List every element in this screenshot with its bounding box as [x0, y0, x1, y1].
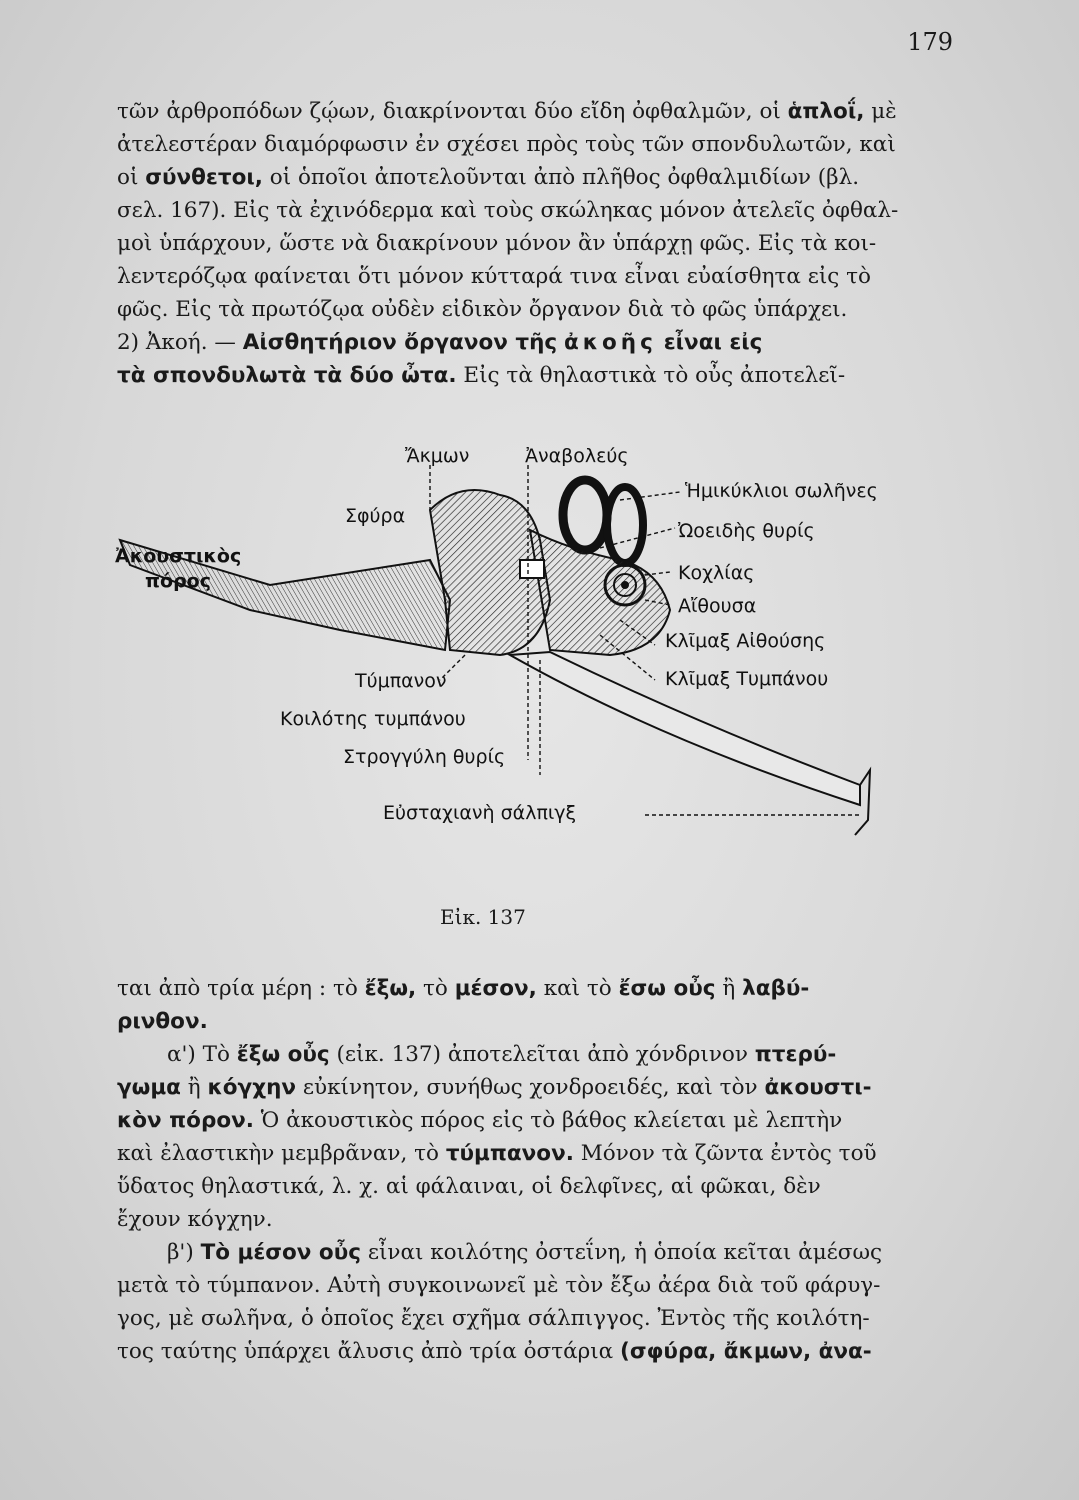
figure-caption: Εἰκ. 137 [440, 905, 526, 929]
semicircular-canal-shape [607, 487, 643, 563]
label-tympanon: Τύμπανον [355, 670, 447, 692]
text-line: σελ. 167). Εἰς τὰ ἐχινόδερμα καὶ τοὺς σκώληκας μόνον ἀτελεῖς ὀφθαλ- [117, 198, 899, 223]
text-line: φῶς. Εἰς τὰ πρωτόζῳα οὐδὲν εἰδικὸν ὄργανον διὰ τὸ φῶς ὑπάρχει. [117, 297, 848, 322]
text-line: τὰ σπονδυλωτὰ τὰ δύο ὦτα. Εἰς τὰ θηλαστικὰ τὸ οὖς ἀποτελεῖ- [117, 363, 846, 388]
label-aithousa: Αἴθουσα [678, 595, 757, 617]
label-round-window: Στρογγύλη θυρίς [343, 746, 506, 768]
text-line: α') Τὸ ἔξω οὖς (εἰκ. 137) ἀποτελεῖται ἀπὸ χόνδρινον πτερύ- [167, 1042, 837, 1067]
text-line: ἔχουν κόγχην. [117, 1207, 273, 1232]
label-klimax-tympanou: Κλῖμαξ Τυμπάνου [665, 668, 829, 690]
label-oval-window: Ὠοειδὴς θυρίς [678, 520, 815, 542]
label-eustachian-tube: Εὐσταχιανὴ σάλπιγξ [383, 802, 577, 824]
text-line: τῶν ἀρθροπόδων ζῴων, διακρίνονται δύο εἴδη ὀφθαλμῶν, οἱ ἁπλοΐ, μὲ [117, 99, 897, 124]
text-line: καὶ ἐλαστικὴν μεμβρᾶναν, τὸ τύμπανον. Μόνον τὰ ζῶντα ἐντὸς τοῦ [117, 1141, 877, 1166]
text-line: κὸν πόρον. Ὁ ἀκουστικὸς πόρος εἰς τὸ βάθος κλείεται μὲ λεπτὴν [117, 1108, 843, 1133]
label-kochlias: Κοχλίας [678, 562, 755, 584]
label-anavoleus: Ἀναβολεύς [525, 445, 629, 467]
label-koilotis: Κοιλότης τυμπάνου [280, 708, 466, 730]
text-line: λεντερόζῳα φαίνεται ὅτι μόνον κύτταρά τινα εἶναι εὐαίσθητα εἰς τὸ [117, 264, 871, 289]
label-akmon: Ἄκμων [405, 445, 470, 467]
label-klimax-aithousis: Κλῖμαξ Αἰθούσης [665, 630, 826, 652]
text-line: β') Τὸ μέσον οὖς εἶναι κοιλότης ὀστεΐνη, ἡ ὁποία κεῖται ἀμέσως [167, 1240, 883, 1265]
inner-ear-shape [530, 530, 670, 655]
text-line: γος, μὲ σωλῆνα, ὁ ὁποῖος ἔχει σχῆμα σάλπιγγος. Ἐντὸς τῆς κοιλότη- [117, 1306, 870, 1331]
label-sfyra: Σφύρα [345, 505, 406, 527]
label-semicircular-canals: Ἡμικύκλιοι σωλῆνες [685, 480, 878, 502]
text-line: ὕδατος θηλαστικά, λ. χ. αἱ φάλαιναι, οἱ δελφῖνες, αἱ φῶκαι, δὲν [117, 1174, 821, 1199]
bottom-text-block [117, 972, 947, 1368]
top-text-block [117, 95, 947, 392]
text-line: γωμα ἢ κόγχην εὐκίνητον, συνήθως χονδροειδές, καὶ τὸν ἀκουστι- [117, 1075, 872, 1100]
text-line: μετὰ τὸ τύμπανον. Αὐτὴ συγκοινωνεῖ μὲ τὸν ἔξω ἀέρα διὰ τοῦ φάρυγ- [117, 1273, 881, 1298]
text-line: ρινθον. [117, 1009, 208, 1034]
label-poros: πόρος [145, 570, 211, 592]
label-akoustikos: Ἀκουστικὸς [115, 545, 242, 567]
stapes-shape [520, 560, 544, 578]
section-heading-line: 2) Ἀκοή. — Αἰσθητήριον ὄργανον τῆς ἀκοῆς εἶναι εἰς [117, 330, 763, 355]
semicircular-canal-shape [563, 480, 607, 550]
text-line: οἱ σύνθετοι, οἱ ὁποῖοι ἀποτελοῦνται ἀπὸ πλῆθος ὀφθαλμιδίων (βλ. [117, 165, 860, 190]
text-line: ται ἀπὸ τρία μέρη : τὸ ἔξω, τὸ μέσον, καὶ τὸ ἔσω οὖς ἢ λαβύ- [117, 976, 810, 1001]
page-number: 179 [907, 28, 953, 56]
text-line: ἀτελεστέραν διαμόρφωσιν ἐν σχέσει πρὸς τοὺς τῶν σπονδυλωτῶν, καὶ [117, 132, 896, 157]
text-line: τος ταύτης ὑπάρχει ἄλυσις ἀπὸ τρία ὀστάρια (σφύρα, ἄκμων, ἀνα- [117, 1339, 872, 1364]
ear-diagram [100, 440, 980, 840]
text-line: μοὶ ὑπάρχουν, ὥστε νὰ διακρίνουν μόνον ἂν ὑπάρχῃ φῶς. Εἰς τὰ κοι- [117, 231, 877, 256]
